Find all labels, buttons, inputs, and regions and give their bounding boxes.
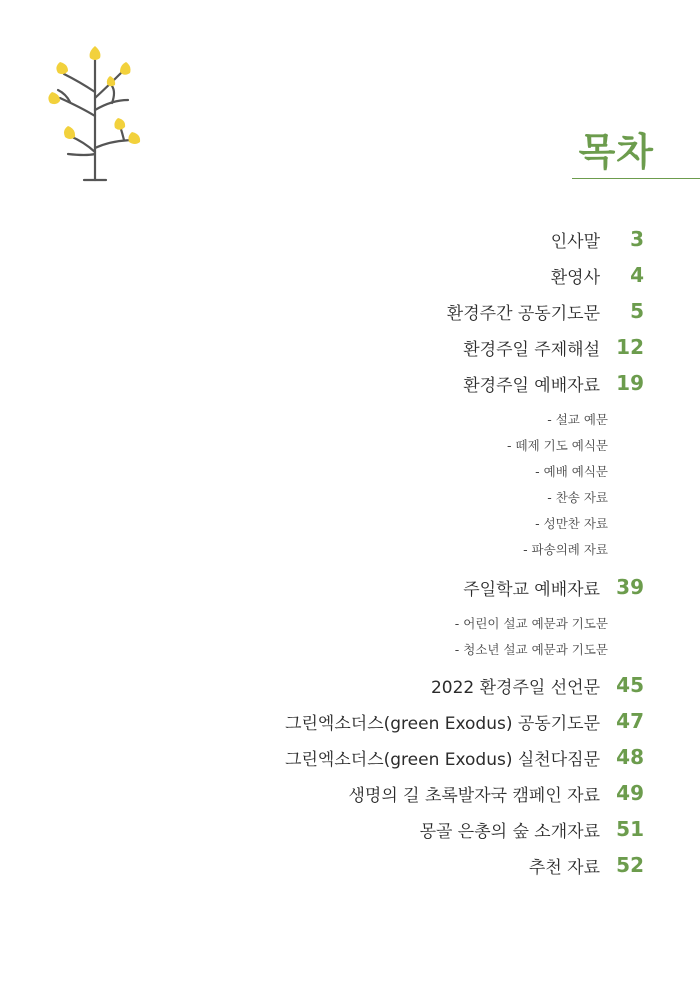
- toc-subentry[interactable]: [535, 460, 608, 482]
- toc-subentry[interactable]: [455, 612, 608, 634]
- toc-page-number: 4: [630, 263, 644, 287]
- toc-entry-label: 주일학교 예배자료: [463, 579, 600, 600]
- toc-entry-label: 그린엑소더스(green Exodus) 실천다짐문: [285, 749, 600, 770]
- toc-subentry[interactable]: [523, 538, 608, 560]
- toc-entry-label: 생명의 길 초록발자국 캠페인 자료: [348, 785, 600, 806]
- toc-page-number: 49: [616, 781, 644, 805]
- toc-entry[interactable]: [551, 224, 644, 254]
- toc-entry-label: 2022 환경주일 선언문: [430, 677, 600, 698]
- toc-entry[interactable]: [447, 296, 644, 326]
- toc-subentry[interactable]: [535, 512, 608, 534]
- toc-page-number: 51: [616, 817, 644, 841]
- toc-subentry[interactable]: [507, 434, 608, 456]
- toc-entry-label: 그린엑소더스(green Exodus) 공동기도문: [285, 713, 600, 734]
- toc-entry[interactable]: [420, 814, 644, 844]
- toc-page-number: 48: [616, 745, 644, 769]
- toc-entry[interactable]: [463, 572, 644, 602]
- toc-entry-label: - 찬송 자료: [547, 490, 608, 505]
- toc-entry-label: - 예배 예식문: [535, 464, 608, 479]
- toc-entry[interactable]: [529, 850, 644, 880]
- toc-entry[interactable]: [348, 778, 644, 808]
- toc-page-number: 5: [630, 299, 644, 323]
- toc-entry-label: - 성만찬 자료: [535, 516, 608, 531]
- toc-entry[interactable]: [551, 260, 644, 290]
- toc-entry-label: 환영사: [550, 267, 600, 288]
- toc-entry-label: 몽골 은총의 숲 소개자료: [419, 821, 600, 842]
- toc-entry-label: - 설교 예문: [547, 412, 608, 427]
- toc-page-number: 3: [630, 227, 644, 251]
- toc-page-number: 39: [616, 575, 644, 599]
- toc-entry[interactable]: [431, 670, 644, 700]
- toc-subentry[interactable]: [547, 486, 608, 508]
- toc-entry-label: 환경주간 공동기도문: [446, 303, 600, 324]
- toc-page-number: 47: [616, 709, 644, 733]
- toc-entry[interactable]: [285, 706, 644, 736]
- toc-entry-label: 인사말: [550, 231, 600, 252]
- toc-entry-label: - 청소년 설교 예문과 기도문: [454, 642, 608, 657]
- toc-entry[interactable]: [463, 368, 644, 398]
- toc-page-number: 12: [616, 335, 644, 359]
- toc-entry[interactable]: [285, 742, 644, 772]
- toc-entry-label: 추천 자료: [528, 857, 600, 878]
- toc-entry-label: 환경주일 주제해설: [463, 339, 600, 360]
- toc-entry-label: - 떼제 기도 예식문: [507, 438, 608, 453]
- page-title: 목차: [578, 130, 654, 174]
- toc-subentry[interactable]: [547, 408, 608, 430]
- toc-subentry[interactable]: [455, 638, 608, 660]
- toc-page-number: 45: [616, 673, 644, 697]
- toc-page-number: 19: [616, 371, 644, 395]
- toc-entry-label: - 파송의례 자료: [523, 542, 608, 557]
- toc-page-number: 52: [616, 853, 644, 877]
- toc-entry-label: - 어린이 설교 예문과 기도문: [454, 616, 608, 631]
- toc-entry[interactable]: [463, 332, 644, 362]
- toc-entry-label: 환경주일 예배자료: [463, 375, 600, 396]
